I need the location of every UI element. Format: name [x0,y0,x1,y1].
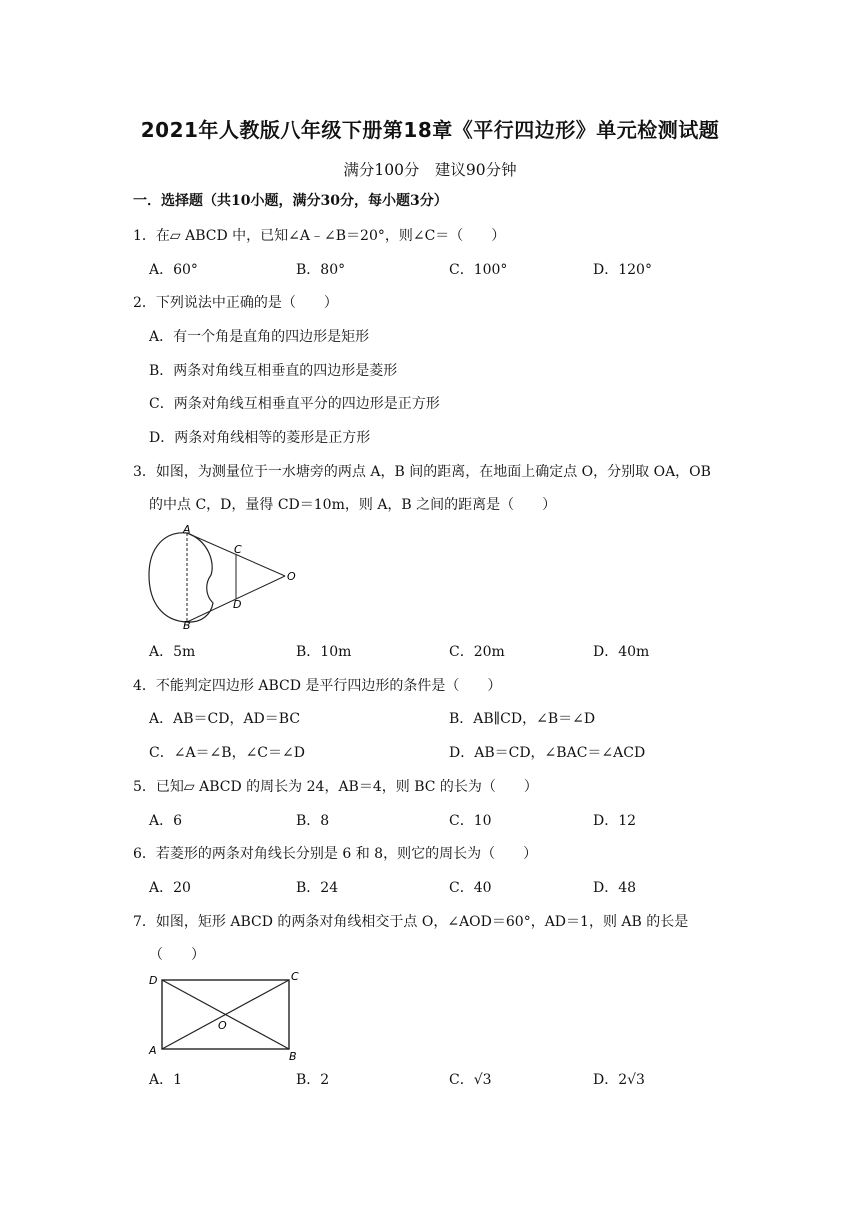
question-text: 不能判定四边形 ABCD 是平行四边形的条件是（ ） [155,678,502,694]
question-1-option-c[interactable]: C．100° [449,262,508,278]
label-c: C [291,970,299,983]
question-5-option-d[interactable]: D．12 [593,813,637,829]
question-7-stem [133,912,688,932]
question-1-option-b[interactable]: B．80° [296,262,346,278]
question-7-option-b[interactable]: B．2 [296,1072,330,1088]
label-b: B [289,1050,297,1063]
question-2-option-d[interactable]: D．两条对角线相等的菱形是正方形 [149,430,371,446]
question-7-option-c[interactable]: C．√3 [449,1072,492,1088]
label-o: O [218,1019,227,1032]
section-heading: 一．选择题（共10小题，满分30分，每小题3分） [133,193,448,209]
question-3-stem [133,462,711,482]
question-3-stem-continued: 的中点 C，D，量得 CD＝10m，则 A，B 之间的距离是（ ） [149,497,557,513]
label-o: O [287,570,296,583]
question-6-option-d[interactable]: D．48 [593,880,637,896]
question-2-option-c[interactable]: C．两条对角线互相垂直平分的四边形是正方形 [149,396,440,412]
label-d: D [149,974,158,987]
question-number: 3． [133,464,156,480]
question-7-figure [145,968,315,1063]
question-number: 2． [133,295,156,311]
question-number: 5． [133,779,156,795]
question-7-option-d[interactable]: D．2√3 [593,1072,645,1088]
page-title: 2021年人教版八年级下册第18章《平行四边形》单元检测试题 [140,118,720,142]
question-7-option-a[interactable]: A．1 [149,1072,183,1088]
label-a: A [149,1044,157,1057]
question-2-option-a[interactable]: A．有一个角是直角的四边形是矩形 [149,329,370,345]
question-number: 6． [133,846,156,862]
question-3-option-a[interactable]: A．5m [149,644,196,660]
question-1-stem [133,226,505,246]
question-1-option-d[interactable]: D．120° [593,262,652,278]
question-6-stem [133,844,537,864]
label-c: C [234,543,242,556]
question-text: 下列说法中正确的是（ ） [155,295,338,311]
question-5-option-c[interactable]: C．10 [449,813,492,829]
question-text: 如图，矩形 ABCD 的两条对角线相交于点 O，∠AOD＝60°，AD＝1，则 AB 的长是 [155,914,689,930]
page-subtitle: 满分100分 建议90分钟 [343,161,517,179]
question-3-option-b[interactable]: B．10m [296,644,352,660]
question-5-option-a[interactable]: A．6 [149,813,183,829]
question-3-option-c[interactable]: C．20m [449,644,505,660]
question-1-option-a[interactable]: A．60° [149,262,198,278]
question-text: 如图，为测量位于一水塘旁的两点 A，B 间的距离，在地面上确定点 O，分别取 OA，OB [155,464,711,480]
question-2-option-b[interactable]: B．两条对角线互相垂直的四边形是菱形 [149,363,398,379]
question-text: 已知▱ ABCD 的周长为 24，AB＝4，则 BC 的长为（ ） [155,779,538,795]
question-number: 7． [133,914,156,930]
question-3-figure [145,525,305,630]
question-5-stem [133,777,538,797]
question-4-option-b[interactable]: B．AB∥CD，∠B＝∠D [449,711,596,727]
question-2-stem [133,293,338,313]
question-6-option-b[interactable]: B．24 [296,880,339,896]
question-6-option-c[interactable]: C．40 [449,880,492,896]
question-3-option-d[interactable]: D．40m [593,644,650,660]
label-d: D [233,598,242,611]
question-4-option-a[interactable]: A．AB＝CD，AD＝BC [149,711,301,727]
pond-outline [149,533,213,622]
question-6-option-a[interactable]: A．20 [149,880,191,896]
question-number: 1． [133,228,156,244]
question-4-option-d[interactable]: D．AB＝CD，∠BAC＝∠ACD [449,745,646,761]
question-7-stem-continued: （ ） [149,947,205,963]
label-b: B [183,619,191,632]
question-number: 4． [133,678,156,694]
question-4-stem [133,676,501,696]
question-text: 在▱ ABCD 中，已知∠A﹣∠B＝20°，则∠C＝（ ） [155,228,506,244]
question-text: 若菱形的两条对角线长分别是 6 和 8，则它的周长为（ ） [155,846,538,862]
question-4-option-c[interactable]: C．∠A＝∠B，∠C＝∠D [149,745,305,761]
label-a: A [183,523,191,536]
question-5-option-b[interactable]: B．8 [296,813,330,829]
